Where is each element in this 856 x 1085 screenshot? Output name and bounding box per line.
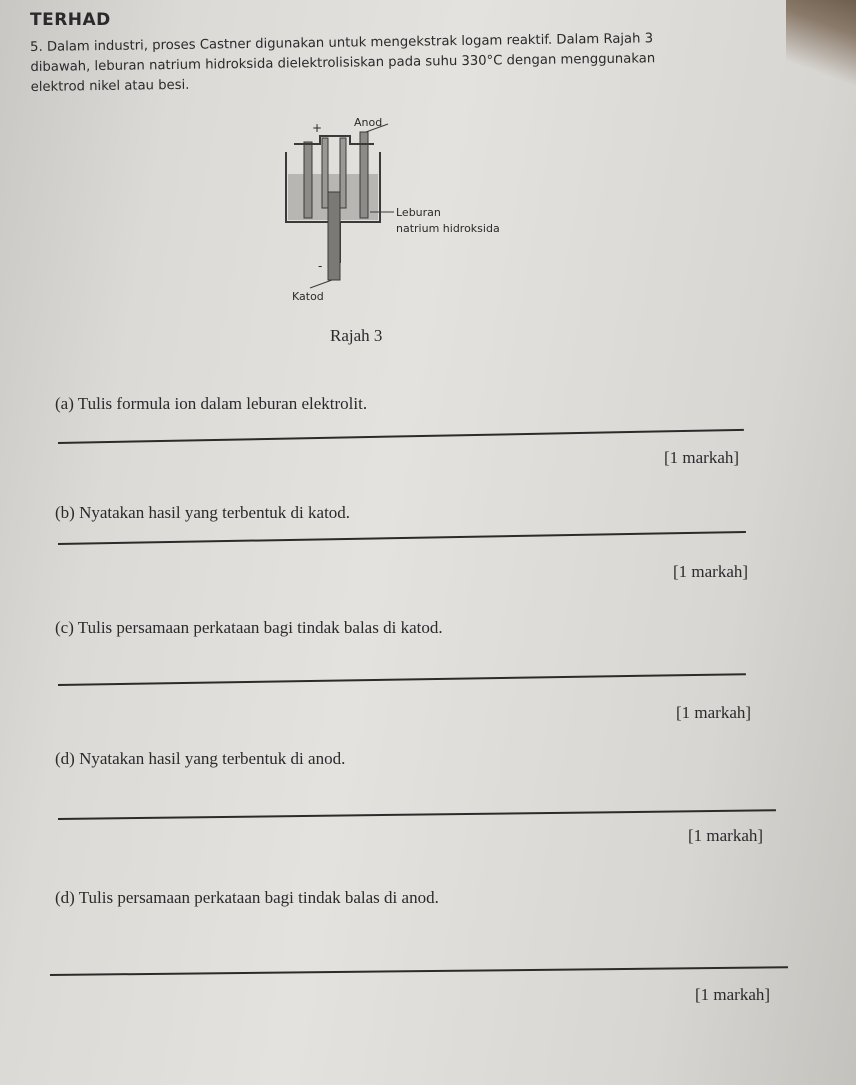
marks-c: [1 markah] bbox=[676, 703, 752, 722]
cathode-pointer bbox=[310, 280, 332, 288]
intro-line-2: dibawah, leburan natrium hidroksida dielektrolisiskan pada suhu 330°C dengan menggunakan bbox=[30, 51, 656, 75]
cathode-label: Katod bbox=[292, 290, 324, 303]
plus-sign-label: + bbox=[312, 121, 323, 135]
marks-b: [1 markah] bbox=[673, 562, 749, 581]
question-a-text: (a) Tulis formula ion dalam leburan elektrolit. bbox=[55, 394, 368, 413]
question-b-text: (b) Nyatakan hasil yang terbentuk di katod. bbox=[55, 503, 351, 522]
answer-line-b[interactable] bbox=[58, 531, 746, 545]
question-intro bbox=[30, 29, 691, 98]
answer-line-d[interactable] bbox=[58, 809, 776, 820]
minus-sign-label: - bbox=[318, 259, 323, 273]
gauze-screen-2 bbox=[340, 138, 346, 208]
answer-line-a[interactable] bbox=[58, 429, 744, 444]
figure-caption: Rajah 3 bbox=[330, 326, 383, 345]
marks-e: [1 markah] bbox=[695, 985, 771, 1004]
answer-line-c[interactable] bbox=[58, 673, 746, 686]
anode-label: Anod bbox=[354, 116, 383, 129]
intro-line-3: elektrod nikel atau besi. bbox=[30, 77, 190, 95]
question-d-text: (d) Nyatakan hasil yang terbentuk di anod. bbox=[55, 749, 346, 768]
melt-label-line-1: Leburan bbox=[396, 206, 441, 219]
electrolysis-cell-drawing bbox=[270, 112, 530, 312]
page-corner-shadow bbox=[786, 0, 856, 90]
classification-header: TERHAD bbox=[30, 10, 111, 30]
castner-cell-diagram bbox=[270, 112, 530, 317]
question-e-text: (d) Tulis persamaan perkataan bagi tindak balas di anod. bbox=[55, 888, 439, 907]
marks-d: [1 markah] bbox=[688, 826, 764, 845]
cathode-rod bbox=[328, 192, 340, 280]
gauze-screen bbox=[322, 138, 328, 208]
melt-label-line-2: natrium hidroksida bbox=[396, 222, 500, 235]
anode-left-plate bbox=[304, 142, 312, 218]
intro-line-1: 5. Dalam industri, proses Castner digunakan untuk mengekstrak logam reaktif. Dalam Rajah 3 bbox=[30, 31, 654, 55]
marks-a: [1 markah] bbox=[664, 448, 740, 467]
answer-line-e[interactable] bbox=[50, 966, 788, 976]
question-c-text: (c) Tulis persamaan perkataan bagi tindak balas di katod. bbox=[55, 618, 443, 637]
